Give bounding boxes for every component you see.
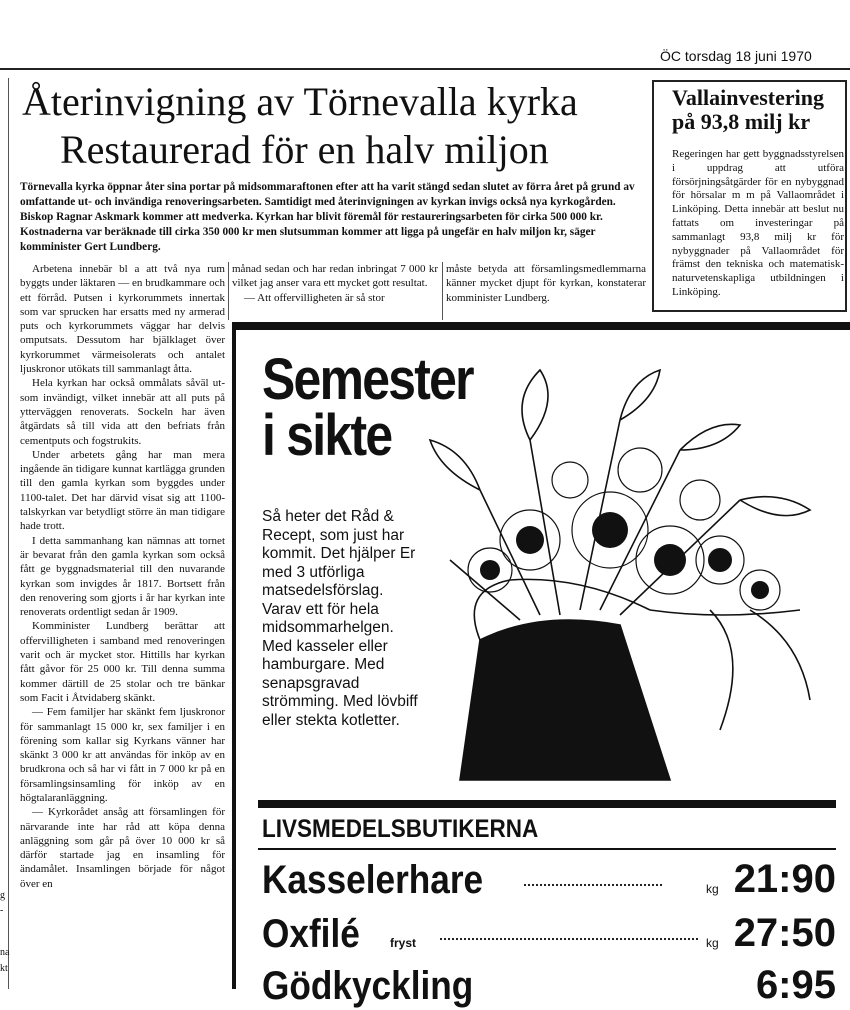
price-row — [262, 964, 836, 1010]
product-name: Oxfilé — [262, 912, 360, 956]
ad-title-line: i sikte — [262, 403, 392, 468]
article-lede: Törnevalla kyrka öppnar åter sina portar på midsommaraftonen efter att ha varit stängd sedan slutet av förra året på grund av omfattande ut- och invändiga renoveringsarbeten. Samtidigt med återinvigningen av kyrkan invigs också nya kyrkogården. Biskop Ragnar Askmark kommer att medverka. Kyrkan har blivit föremål för restaureringsarbeten för cirka 500 000 kr. Kostnaderna var beräknade till cirka 350 000 kr men slutsumman kommer att ligga på ungefär en halv miljon kr, säger komminister Gert Lundberg. — [20, 181, 635, 253]
paragraph: — Fem familjer har skänkt fem ljuskronor för sammanlagt 15 000 kr, sex familjer i en förening som kallar sig Kyrkans vänner har skänkt 3 000 kr att användas för inköp av en brudkrona och så har vi fått in 7 000 kr på en församlingsinsamling för inköp av en högtalaranläggning. — [20, 706, 225, 804]
leader-dots — [440, 938, 698, 940]
paragraph: Under arbetets gång har man mera ingående än tidigare kunnat kartlägga grunden till den gamla kyrkan som byggdes under 1100-talet. Det har därvid visat sig att 1100-talskyrkan var betydligt större än man tidigare hade trott. — [20, 448, 225, 533]
price-row — [262, 858, 836, 904]
paragraph: — Att offervilligheten är så stor — [244, 291, 385, 304]
left-fragment: g — [0, 890, 5, 901]
column-rule — [228, 262, 229, 320]
ad-copy: Så heter det Råd & Recept, som just har kommit. Det hjälper Er med 3 utförliga matsedelsförslag. Varav ett för hela midsommarhelgen. Med kasseler eller hamburgare. Med senapsgravad strömming. Med lövbiff eller stekta kotletter. — [262, 508, 418, 729]
paragraph: Hela kyrkan har också ommålats såväl ut- som invändigt, vilket innebär att all puts på ytterväggen renoverats. Sockeln har även åtgärdats så till vida att den befriats från cementputs och fogstrukits. — [20, 377, 225, 447]
sidebar-headline: Vallainvestering på 93,8 milj kr — [672, 85, 824, 134]
left-fragment: na — [0, 947, 10, 958]
column-rule — [442, 262, 443, 320]
article-headline: Återinvigning av Törnevalla kyrka — [22, 79, 578, 124]
price-row — [262, 912, 836, 958]
top-rule — [0, 68, 850, 70]
ad-store-name: LIVSMEDELSBUTIKERNA — [262, 815, 539, 843]
paragraph: Komminister Lundberg berättar att offervilligheten i samband med renoveringen varit och är mycket stor. Hittills har kyrkan fått gåvor för 25 000 kr. Till denna summa kommer därtill de 25 stolar och tre bänkar som Facit i Åtvidaberg skänkt. — [20, 620, 225, 704]
ad-title-line: Semester — [262, 347, 473, 412]
unit-label: kg — [706, 936, 719, 950]
paragraph: — Kyrkorådet ansåg att församlingen för närvarande inte har råd att köpa denna anläggning som går på över 10 000 kr så därför startade jag en insamling för ändamålet. Insamlingen började för något över en — [20, 806, 225, 890]
product-price: 27:50 — [733, 911, 836, 955]
flower-bouquet-illustration — [420, 360, 840, 790]
leader-dots — [524, 884, 662, 886]
paragraph: Arbetena innebär bl a att två nya rum byggts under läktaren — en brudkammare och ett förråd. Putsen i kyrkorummets innertak som var sprucken har ersatts med ny armerad puts och kyrkorummets väggar har delvis omputsats. Dessutom har bjälklaget över kyrkorummet värmeisolerats och antalet ljuskronor utökats till sammanlagt åtta. — [20, 263, 225, 376]
ad-store-rule — [258, 848, 836, 850]
article-column-2 — [232, 262, 438, 305]
product-name: Kasselerhare — [262, 858, 484, 902]
left-fragment: - — [0, 905, 4, 916]
article-column-1 — [20, 262, 225, 891]
product-price: 6:95 — [755, 963, 836, 1007]
unit-label: kg — [706, 882, 719, 896]
ad-divider-bar — [258, 800, 836, 808]
paragraph: I detta sammanhang kan nämnas att tornet är bevarat från den gamla kyrkan som också fått ge byggnadsmaterial till den nuvarande kyrkan som invigdes år 1817. Bortsett från den renovering som gjorts i år har kyrkan inte renoverats ordentligt sedan år 1909. — [20, 534, 225, 619]
left-page-edge — [0, 78, 9, 989]
article-subhead: Restaurerad för en halv miljon — [60, 127, 549, 172]
paragraph: månad sedan och har redan inbringat 7 000 kr vilket jag anser vara ett mycket gott resultat. — [232, 263, 438, 290]
left-fragment: kt — [0, 963, 8, 974]
product-name: Gödkyckling — [262, 964, 474, 1008]
masthead-dateline: ÖC torsdag 18 juni 1970 — [660, 48, 812, 64]
paragraph: måste betyda att församlingsmedlemmarna känner mycket djupt för kyrkan, konstaterar komminister Lundberg. — [446, 263, 646, 304]
product-price: 21:90 — [733, 857, 836, 901]
article-column-3 — [446, 262, 646, 305]
sidebar-body: Regeringen har gett byggnadsstyrelsen i uppdrag att utföra försörjningsåtgärder för en nybyggnad för hörsalar m m på Vallaområdet i Linköping. Detta innebär att beslut nu fattats om investeringar på sammanlagt 93,8 milj kr för nybyggnader på Vallaområdet för främst den tekniska och matematisk-naturvetenskapliga utbildningen i Linköping. — [672, 148, 844, 298]
product-qualifier: fryst — [390, 936, 417, 950]
